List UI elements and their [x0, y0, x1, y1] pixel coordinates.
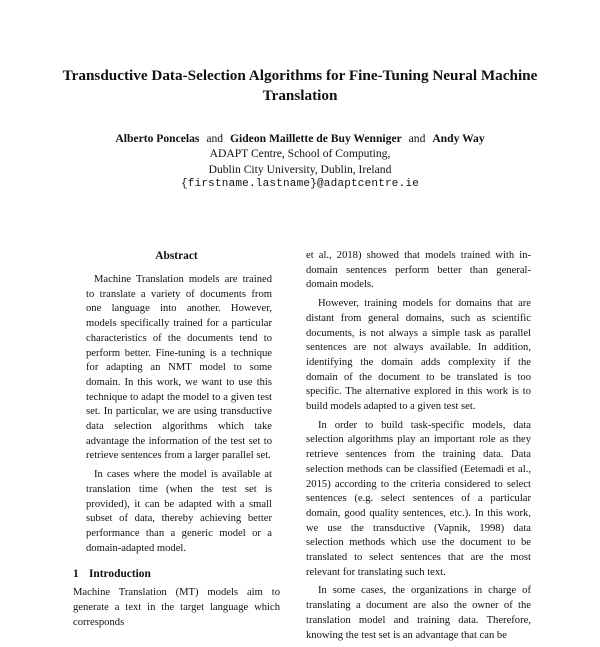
title-line-2: Translation — [262, 86, 338, 104]
author-email: {firstname.lastname}@adaptcentre.ie — [180, 178, 420, 191]
section-number: 1 — [73, 568, 79, 581]
abstract-paragraph-2: In cases where the model is available at translation time (when the test set is provided), it can be adapted with a small subset of data, thereby achieving better performance than a generic model or a domain-adapted model. — [86, 469, 272, 554]
left-column — [73, 249, 280, 630]
author-1: Alberto Poncelas — [115, 132, 200, 145]
intro-paragraph-1: Machine Translation (MT) models aim to generate a text in the target language which corresponds — [73, 587, 280, 628]
author-separator: and — [206, 132, 224, 145]
body-paragraph-3: In order to build task-specific models, data selection algorithms play an important role as they retrieve sentences from the training data. Data selection methods can be classified (Eetemadi et al., 2015) according to the criteria considered to select sentences (e.g. select sentences of a particular domain, good quality sentences, etc.). In this work, we use the transductive (Vapnik, 1998) data selection methods which use the document to be translated to select sentences that are the most relevant for translating such text. — [306, 419, 531, 578]
affiliation-line-2: Dublin City University, Dublin, Ireland — [208, 162, 392, 176]
affiliation-line-1: ADAPT Centre, School of Computing, — [209, 147, 391, 161]
right-column — [306, 249, 531, 647]
abstract-paragraph-1: Machine Translation models are trained to translate a variety of documents from one language into another. However, models specifically trained for a particular characteristics of the documents tend to perform better. Fine-tuning is a technique for adapting an NMT model to some domain. In this work, we want to use this technique to adapt the model to a given test set. In particular, we are using transductive data selection algorithms which take advantage the information of the test set to retrieve sentences from a larger parallel set. — [86, 274, 272, 462]
paper-title — [40, 66, 560, 105]
body-paragraph-continued: et al., 2018) showed that models trained with in-domain sentences perform better than general-domain models. — [306, 250, 531, 291]
author-3: Andy Way — [432, 132, 485, 145]
body-paragraph-4: In some cases, the organizations in charge of translating a document are also the owner of the translation model and training data. Therefore, knowing the test set is an advantage that can be — [306, 585, 531, 641]
author-block — [40, 131, 560, 193]
abstract-heading: Abstract — [155, 250, 198, 262]
section-heading-introduction — [73, 568, 280, 580]
author-2: Gideon Maillette de Buy Wenniger — [229, 132, 402, 145]
author-names — [40, 131, 560, 146]
section-title: Introduction — [89, 568, 151, 581]
author-separator: and — [408, 132, 426, 145]
title-line-1: Transductive Data-Selection Algorithms for Fine-Tuning Neural Machine — [62, 67, 538, 84]
body-paragraph-2: However, training models for domains that are distant from general domains, such as scientific documents, is not always a simple task as parallel sentences are not always available. In addition, identifying the domain adds complexity if the domain of the document to be translated is too specific. The alternative explored in this work is to build models adapted to a given test set. — [306, 298, 531, 413]
